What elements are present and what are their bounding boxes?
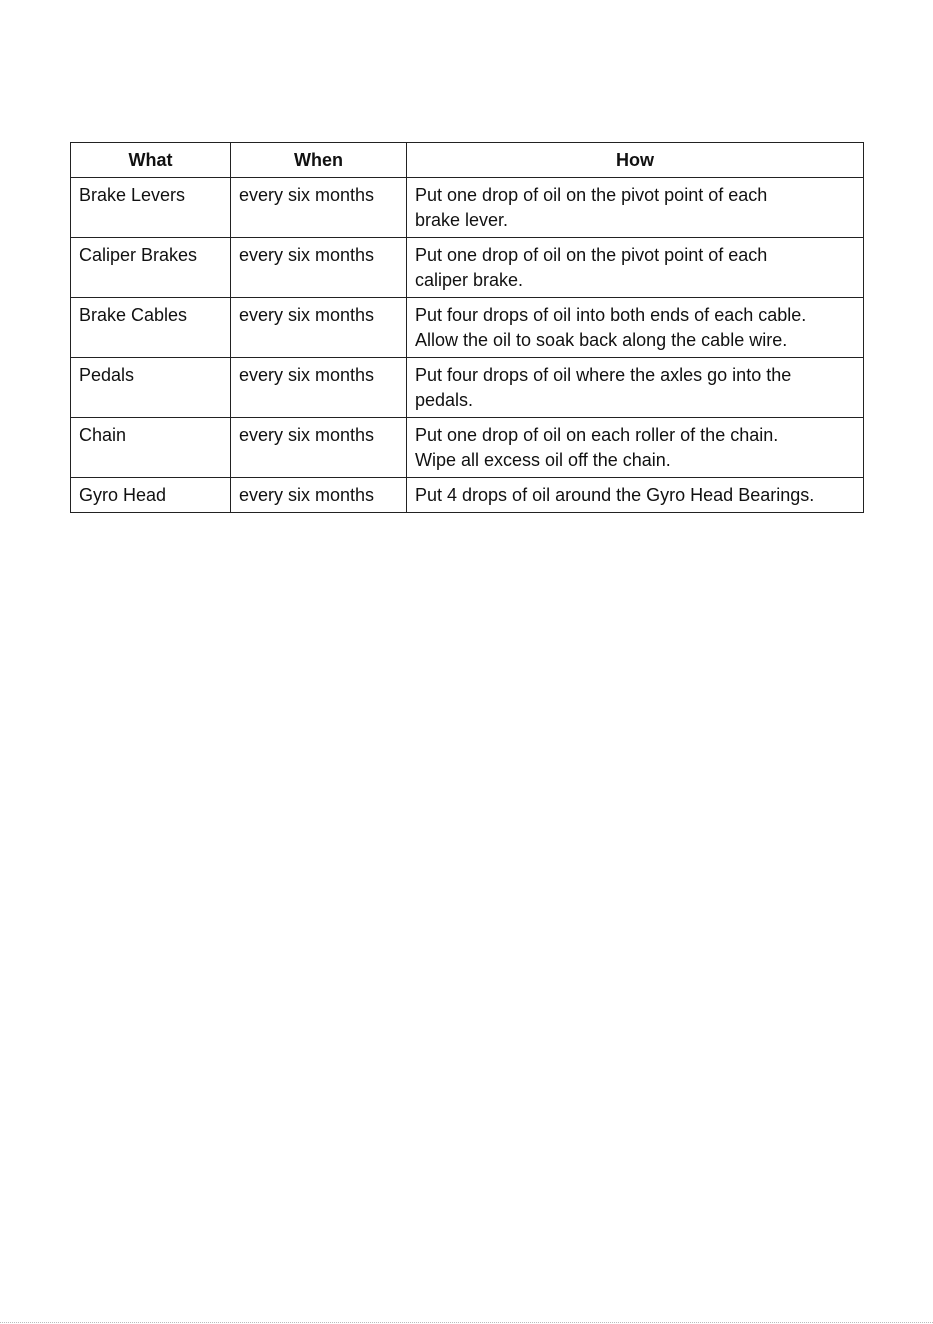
header-what: What <box>71 143 231 178</box>
cell-what: Caliper Brakes <box>71 238 231 298</box>
cell-how <box>407 178 864 238</box>
cell-when: every six months <box>231 358 407 418</box>
table-row <box>71 418 864 478</box>
how-line: Put one drop of oil on the pivot point of each <box>415 185 768 205</box>
cell-what: Chain <box>71 418 231 478</box>
cell-how <box>407 418 864 478</box>
cell-what: Pedals <box>71 358 231 418</box>
cell-when: every six months <box>231 238 407 298</box>
how-line: Allow the oil to soak back along the cable wire. <box>415 330 788 350</box>
cell-when: every six months <box>231 298 407 358</box>
table-row <box>71 358 864 418</box>
how-line: Put one drop of oil on the pivot point of each <box>415 245 768 265</box>
page-bottom-divider <box>0 1322 933 1323</box>
how-line: Put four drops of oil where the axles go into the <box>415 365 792 385</box>
how-line: brake lever. <box>415 210 509 230</box>
table-header-row <box>71 143 864 178</box>
cell-when: every six months <box>231 418 407 478</box>
header-when: When <box>231 143 407 178</box>
table-row <box>71 178 864 238</box>
how-line: caliper brake. <box>415 270 524 290</box>
cell-how <box>407 478 864 513</box>
how-line: pedals. <box>415 390 474 410</box>
cell-what: Brake Levers <box>71 178 231 238</box>
maintenance-table <box>70 142 864 513</box>
cell-what: Brake Cables <box>71 298 231 358</box>
header-how: How <box>407 143 864 178</box>
cell-what: Gyro Head <box>71 478 231 513</box>
table-row <box>71 478 864 513</box>
how-line: Put 4 drops of oil around the Gyro Head Bearings. <box>415 485 815 505</box>
cell-how <box>407 238 864 298</box>
cell-when: every six months <box>231 478 407 513</box>
table-row <box>71 298 864 358</box>
table-row <box>71 238 864 298</box>
cell-when: every six months <box>231 178 407 238</box>
how-line: Put four drops of oil into both ends of each cable. <box>415 305 807 325</box>
how-line: Put one drop of oil on each roller of the chain. <box>415 425 779 445</box>
cell-how <box>407 298 864 358</box>
cell-how <box>407 358 864 418</box>
how-line: Wipe all excess oil off the chain. <box>415 450 671 470</box>
